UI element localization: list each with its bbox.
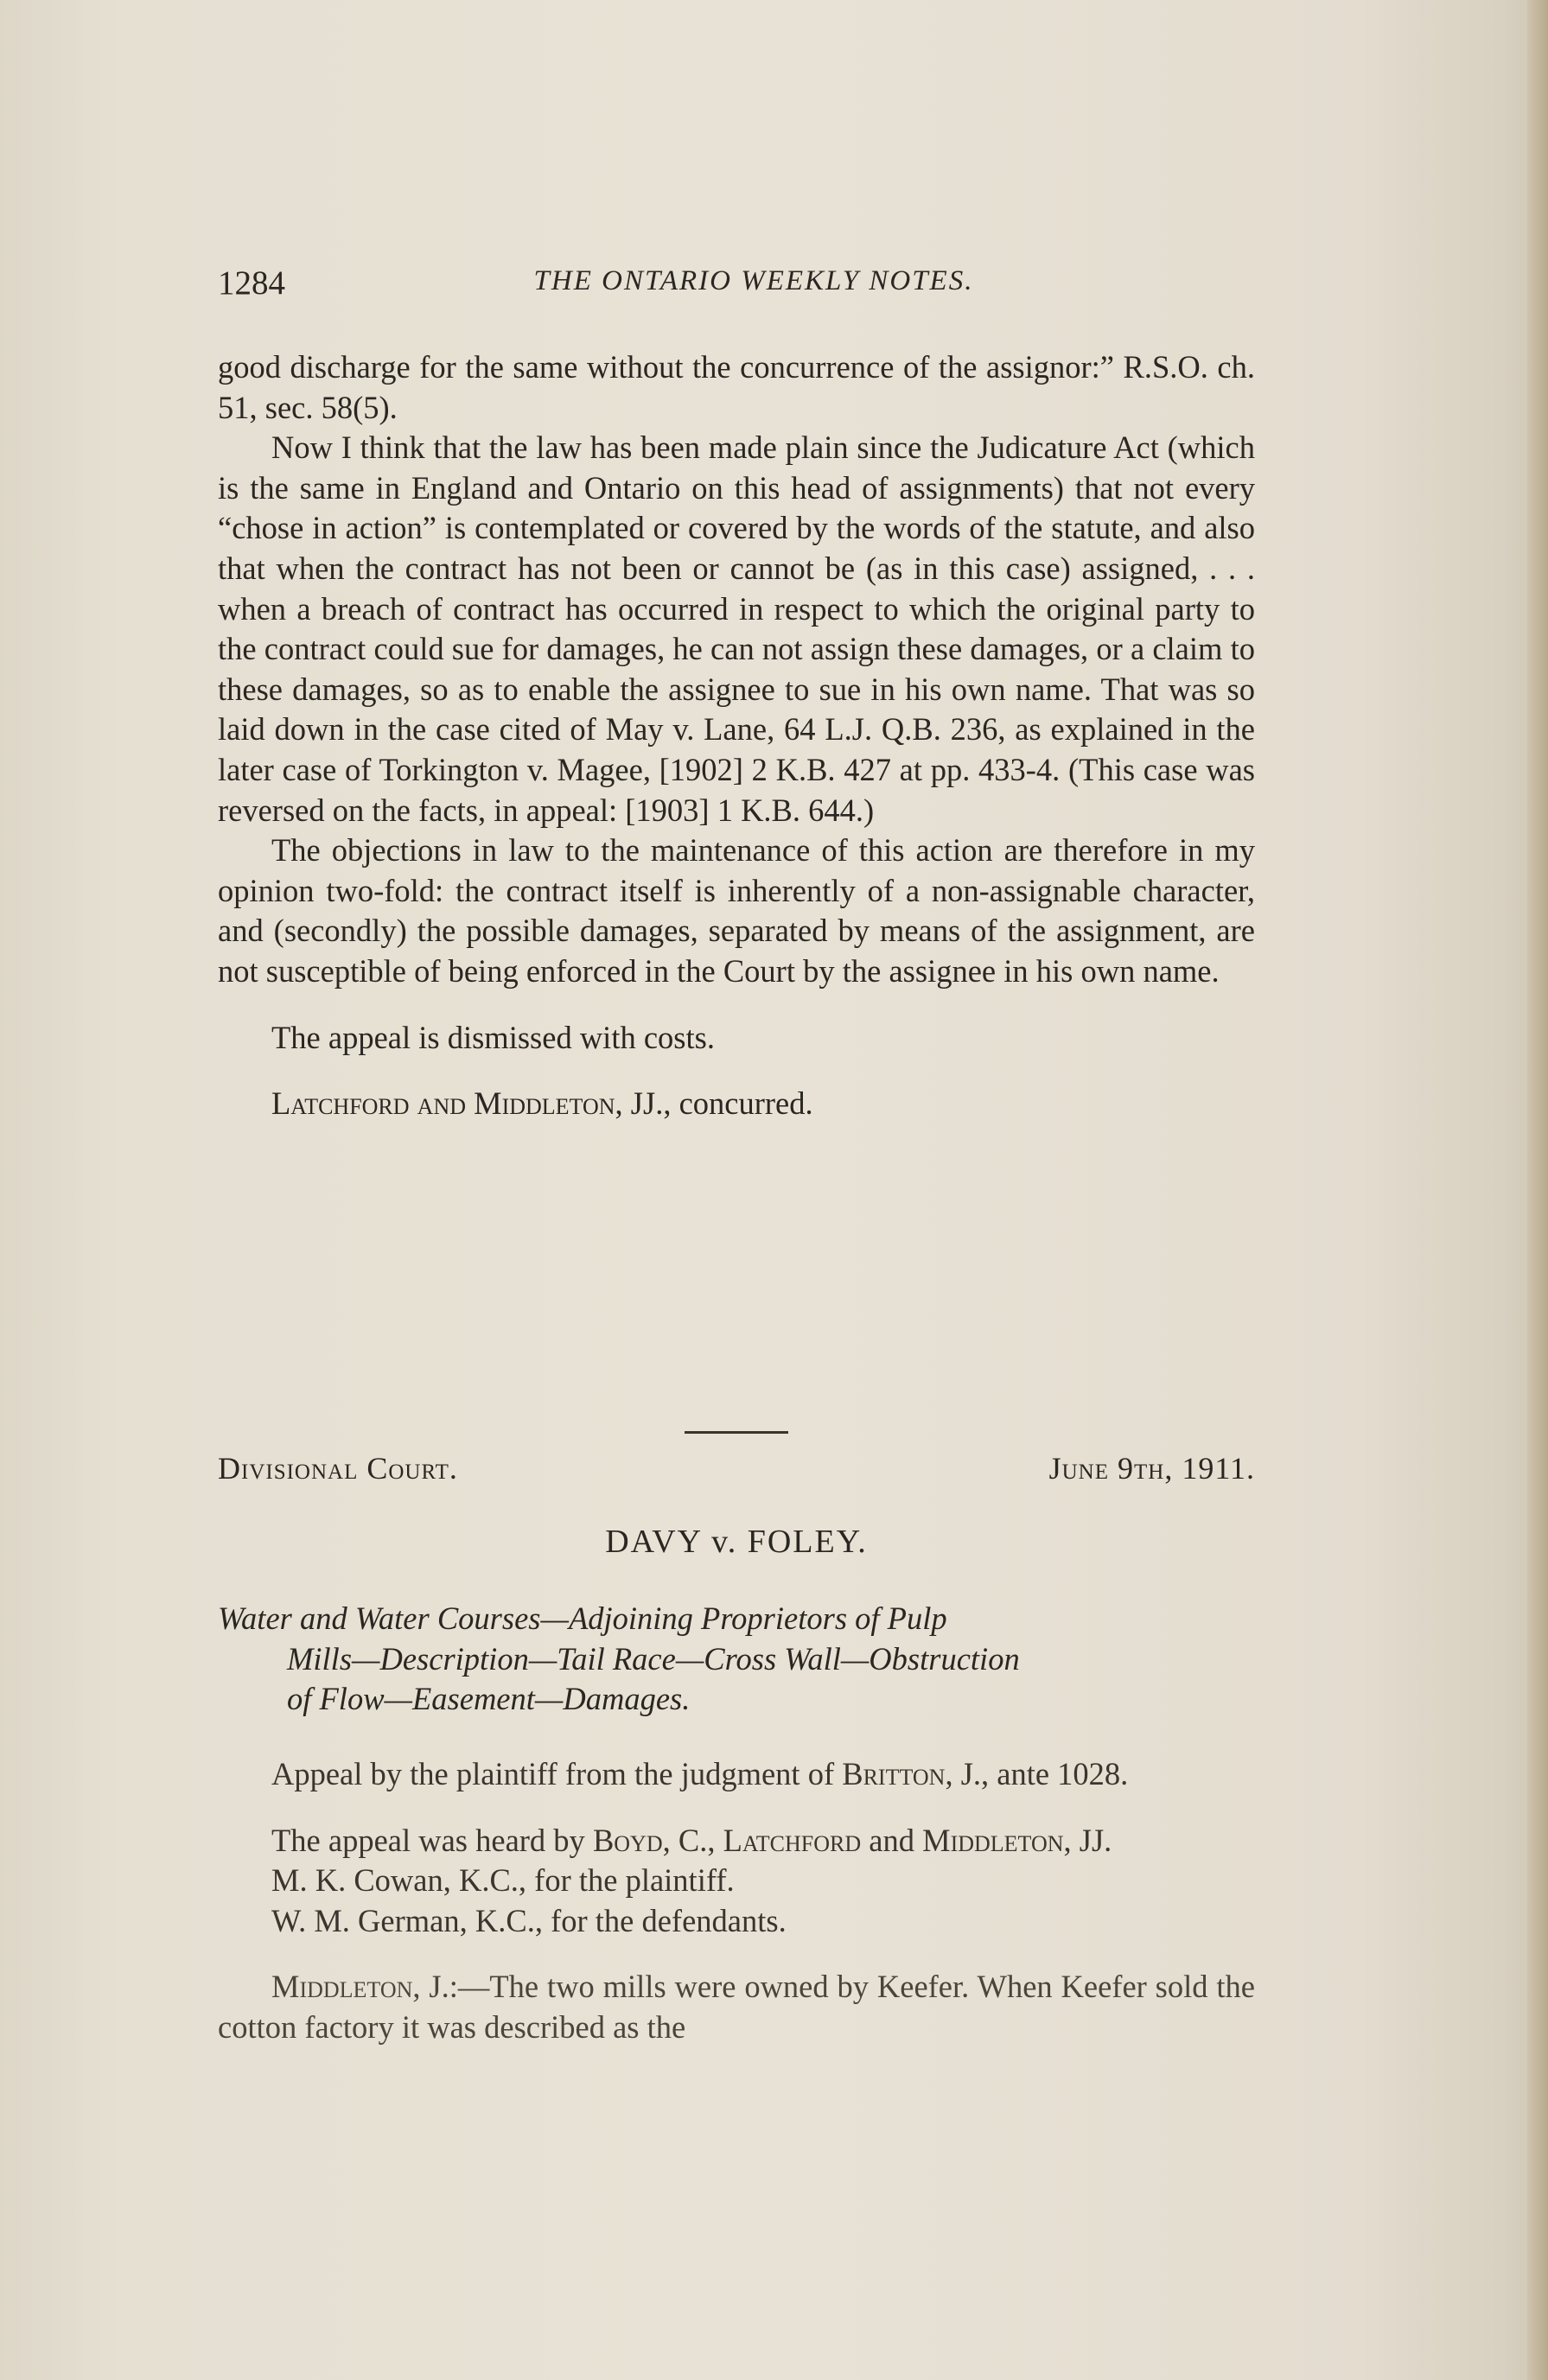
hearing-text: The appeal was heard by <box>271 1822 593 1858</box>
appeal-text: Appeal by the plaintiff from the judgment of <box>271 1756 843 1791</box>
court-name: Divisional Court. <box>218 1451 458 1486</box>
opinion-continuation <box>218 347 1255 1124</box>
concurrence <box>218 1084 1255 1124</box>
running-head: THE ONTARIO WEEKLY NOTES. <box>533 265 974 296</box>
paragraph: Now I think that the law has been made plain since the Judicature Act (which is the same in England and Ontario on this head of assignments) that not every “chose in action” is contemplated or covered by the words of the statute, and also that when the contract has not been or cannot be (as in this case) assigned, . . . when a breach of contract has occurred in respect to which the original party to the contract could sue for damages, he can not assign these damages, or a claim to these damages, so as to enable the assignee to sue in his own name. That was so laid down in the case cited of May v. Lane, 64 L.J. Q.B. 236, as explained in the later case of Torkington v. Magee, [1902] 2 K.B. 427 at pp. 433-4. (This case was reversed on the facts, in appeal: [1903] 1 K.B. 644.) <box>218 430 1255 828</box>
hearing-text: and <box>861 1822 923 1858</box>
opinion-text: , J.:—The two mills were owned by Keefer. When Keefer sold the cotton factory it was described as the <box>218 1969 1255 2045</box>
page-edge <box>1527 0 1548 2380</box>
case-body <box>218 1754 1255 2048</box>
appeal-statement <box>218 1754 1255 1795</box>
judge-name: Middleton <box>922 1822 1064 1858</box>
headnote-line: Mills—Description—Tail Race—Cross Wall—Obstruction <box>287 1640 1020 1677</box>
case-title: DAVY v. FOLEY. <box>605 1524 868 1560</box>
judge-name: Middleton <box>271 1969 413 2005</box>
section-divider <box>218 1431 1255 1435</box>
paragraph: good discharge for the same without the concurrence of the assignor:” R.S.O. ch. 51, sec. 58(5). <box>218 349 1255 425</box>
opinion-start <box>218 1967 1255 2047</box>
judge-name: Britton <box>842 1756 946 1791</box>
hearing-text: , JJ. <box>1063 1822 1112 1858</box>
appeal-text: , J., ante 1028. <box>945 1756 1129 1791</box>
counsel-line: W. M. German, K.C., for the defendants. <box>271 1902 787 1938</box>
judge-name: Latchford <box>723 1822 862 1858</box>
headnote <box>218 1599 1255 1720</box>
judge-names: Latchford and Middleton <box>271 1085 615 1122</box>
headnote-line: Water and Water Courses—Adjoining Proprietors of Pulp <box>218 1600 947 1636</box>
counsel-line: M. K. Cowan, K.C., for the plaintiff. <box>271 1862 735 1899</box>
paragraph: The objections in law to the maintenance of this action are therefore in my opinion two-fold: the contract itself is inherently of a non-assignable character, and (secondly) the possible damages, separated by means of the assignment, are not susceptible of being enforced in the Court by the assignee in his own name. <box>218 832 1255 989</box>
headnote-line: of Flow—Easement—Damages. <box>287 1681 691 1717</box>
concurrence-text: , JJ., concurred. <box>615 1085 813 1122</box>
judge-name: Boyd <box>592 1822 663 1858</box>
page-header <box>218 264 1255 303</box>
disposition: The appeal is dismissed with costs. <box>271 1019 715 1055</box>
hearing-statement <box>218 1821 1255 1861</box>
decision-date: June 9th, 1911. <box>1048 1451 1255 1486</box>
hearing-text: , C., <box>662 1822 723 1858</box>
page-number: 1284 <box>218 264 285 302</box>
